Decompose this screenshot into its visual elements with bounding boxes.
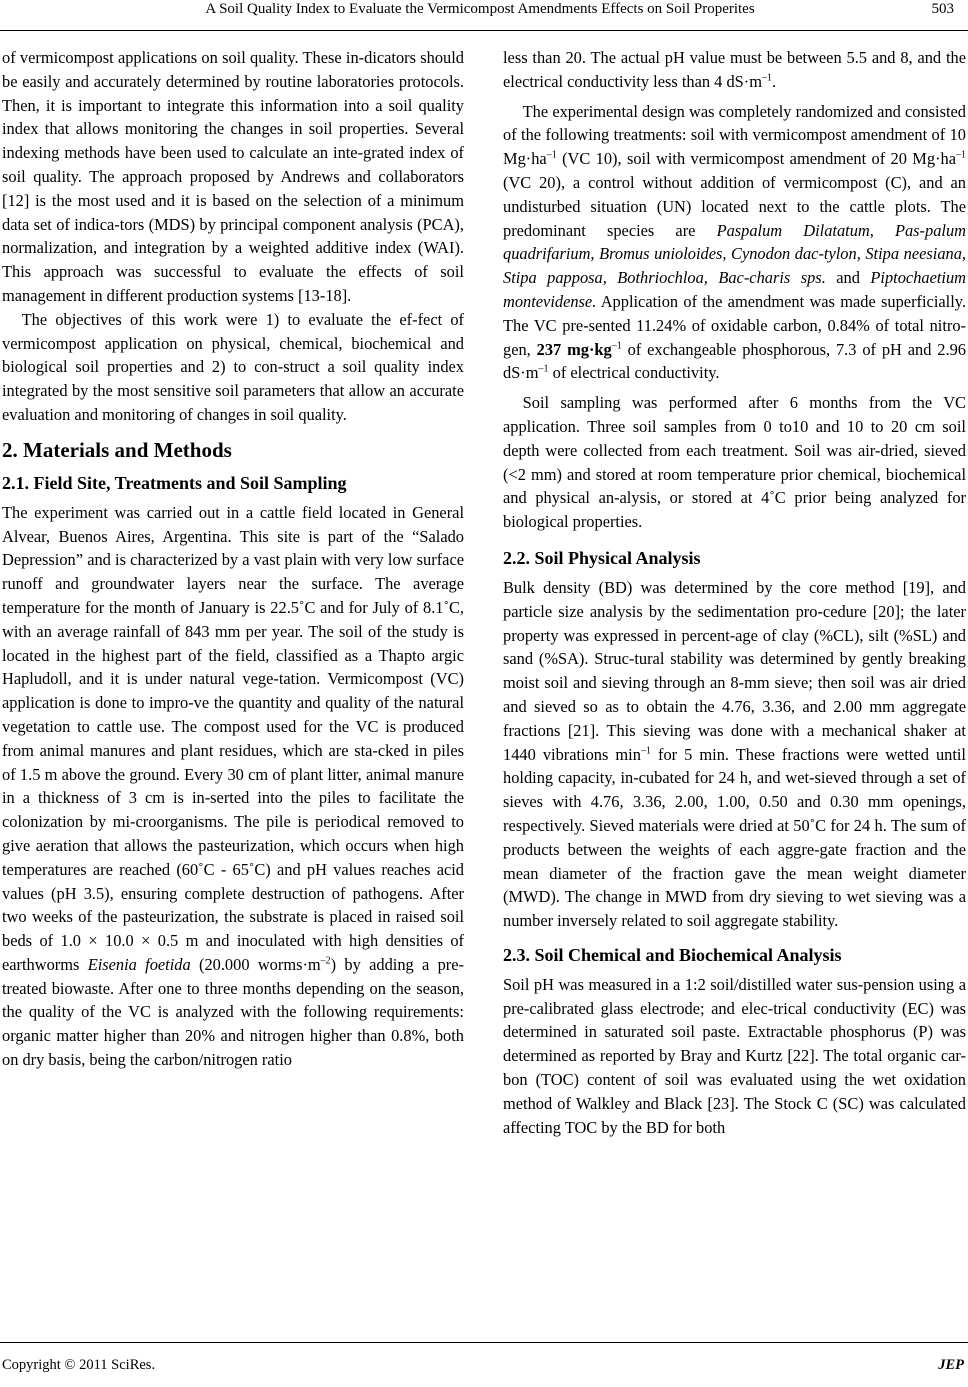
paragraph-chemical-analysis: Soil pH was measured in a 1:2 soil/distilled water sus-pension using a pre-calibrated glass electrode; and elec-trical conductivity (EC) was determined in saturated soil paste. Extractable phosphorus (P) was determined as reported by Bray and Kurtz [22]. The total organic car-bon (TOC) content of soil was evaluated using the wet oxidation method of Walkley and Black [23]. The Stock C (SC) was calculated affecting TOC by the BD for both [503, 974, 966, 1137]
species-list: Paspalum Dilatatum, Pas-palum quadrifarium, Bromus unioloides, Cynodon dac-tylon, Stipa neesiana, Stipa papposa, Bothriochloa, Bac-charis sps. [503, 220, 966, 288]
text-segment: and [825, 268, 871, 288]
superscript: –2 [320, 955, 331, 967]
text-segment: (20.000 worms·m [190, 954, 321, 974]
superscript: –1 [538, 363, 549, 375]
copyright-notice: Copyright © 2011 SciRes. [2, 1357, 156, 1373]
text-segment: (VC 20), a control without addition of vermicompost (C), and an undisturbed situation (UN) located next to the cattle plots. The predominant species are [503, 172, 966, 240]
page-number: 503 [931, 1, 954, 17]
text-segment: . [772, 71, 777, 91]
superscript: –1 [956, 149, 966, 161]
superscript: –1 [640, 745, 651, 757]
paragraph-soil-sampling: Soil sampling was performed after 6 months from the VC application. Three soil samples from 0 to10 and 10 to 20 cm soil depth were collected from each treatment. Soil was air-dried, sieved (<2 mm) and stored at room temperature prior chemical, biochemical and physical an-alysis, or stored at 4˚C prior being analyzed for biological properties. [503, 393, 966, 532]
paragraph-field-site [2, 501, 464, 1072]
paragraph-physical-analysis [503, 576, 966, 933]
paragraph-objectives: The objectives of this work were 1) to evaluate the ef-fect of vermicompost application on physical, chemical, biochemical and biological soil properties and 2) to con-struct a soil quality index integrated by the most sensitive soil parameters that allow an accurate evaluation and monitoring of changes in soil quality. [2, 309, 464, 424]
superscript: –1 [762, 72, 772, 84]
superscript: –1 [546, 149, 557, 161]
text-segment: Bulk density (BD) was determined by the core method [19], and particle size analysis by the sedimentation pro-cedure [20]; the later property was expressed in percent-age of clay (%CL), silt (%SL) and sand (%SA). Struc-tural stability was determined by gently breaking moist soil and sieving through an 8-mm sieve; then soil was air dried and sieved so as to obtain the 4.76, 3.36, and 2.00 mm aggregate fractions [21]. This sieving was done with a mechanical shaker at 1440 vibrations min [503, 577, 966, 764]
paragraph-indicators: of vermicompost applications on soil quality. These in-dicators should be easily and accurately determined by routine laboratories protocols. Then, it is important to integrate this information into a soil quality index that allows monitoring the changes in soil properties. Several indexing methods have been used to calculate an inte-grated index of soil quality. The approach proposed by Andrews and collaborators [12] is the most used and it is based on the selection of a minimum data set of indica-tors (MDS) by principal component analysis (PCA), normalization, and integration by a weighted additive index (WAI). This approach was successful to evaluate the effects of soil management in different production systems [13-18]. [2, 48, 464, 305]
species-name: Eisenia foetida [87, 954, 191, 974]
text-segment: The experimental design was completely randomized and consisted of the following treatments: soil with vermicompost amendment of 10 Mg·ha [503, 101, 966, 169]
right-column [503, 46, 966, 1139]
subsection-heading-physical: 2.2. Soil Physical Analysis [503, 547, 701, 568]
superscript: –1 [611, 340, 622, 352]
text-segment: of exchangeable phosphorous, 7.3 of pH and 2.96 dS·m [503, 339, 966, 383]
section-heading-materials-methods: 2. Materials and Methods [2, 437, 232, 462]
left-column [2, 46, 464, 1072]
text-segment: ) by adding a pre-treated biowaste. After one to three months depending on the season, the quality of the VC is analyzed with the following requirements: organic matter higher than 20% and nitrogen higher than 0.8%, both on dry basis, being the carbon/nitrogen ratio [2, 954, 464, 1070]
text-segment: less than 20. The actual pH value must be between 5.5 and 8, and the electrical conductivity less than 4 dS·m [503, 48, 966, 91]
paragraph-experimental-design [503, 100, 966, 386]
species-name: Piptochaetium montevidense. [503, 268, 966, 311]
text-segment: (VC 10), soil with vermicompost amendment of 20 Mg·ha [556, 149, 956, 169]
subsection-heading-chemical: 2.3. Soil Chemical and Biochemical Analysis [503, 944, 842, 965]
text-segment: Application of the amendment was made superficially. The VC pre-sented 11.24% of oxidable carbon, 0.84% of total nitro-gen, [503, 291, 966, 359]
text-segment: for 5 min. These fractions were wetted until holding capacity, in-cubated for 24 h, and wet-sieved through a set of sieves with 4.76, 3.36, 2.00, 1.00, 0.50 and 0.30 mm openings, respectively. Sieved materials were dried at 50˚C for 24 h. The sum of products between the weights of each aggre-gate fraction and the mean diameter of the fraction gave the mean weight diameter (MWD). The change in MWD from dry sieving to wet sieving was a number inversely related to soil aggregate stability. [503, 744, 966, 931]
text-segment: of electrical conductivity. [548, 363, 720, 383]
bold-value: 237 mg·kg [536, 339, 612, 359]
text-segment: The experiment was carried out in a cattle field located in General Alvear, Buenos Aires, Argentina. This site is part of the “Salado Depression” and is characterized by a vast plain with very low surface runoff and groundwater layers near the surface. The average temperature for the month of January is 22.5˚C and for July of 8.1˚C, with an average rainfall of 843 mm per year. The soil of the study is located in the highest part of the field, classified as a Thapto argic Hapludoll, and it is under natural vege-tation. Vermicompost (VC) application is done to impro-ve the quantity and quality of the natural vegetation to cattle use. The compost used for the VC is produced from animal manures and plant residues, which are sta-cked in piles of 1.5 m above the ground. Every 30 cm of plant litter, animal manure in a thickness of 3 cm is in-serted into the piles to facilitate the colonization by mi-croorganisms. The pile is periodical removed to give aeration that allows the pasteurization, which occurs when high temperatures are reached (60˚C - 65˚C) and pH values reaches acid values (pH 3.5), ensuring complete destruction of pathogens. After two weeks of the pasteurization, the substrate is placed in raised soil beds of 1.0 × 10.0 × 0.5 m and inoculated with high densities of earthworms [2, 502, 464, 974]
running-title: A Soil Quality Index to Evaluate the Vermicompost Amendments Effects on Soil Properites [205, 1, 755, 17]
running-header [0, 0, 968, 31]
subsection-heading-field-site: 2.1. Field Site, Treatments and Soil Sampling [2, 472, 347, 493]
journal-abbreviation: JEP [938, 1357, 964, 1373]
page-footer [0, 1342, 968, 1387]
paragraph-vc-requirements [503, 46, 966, 94]
